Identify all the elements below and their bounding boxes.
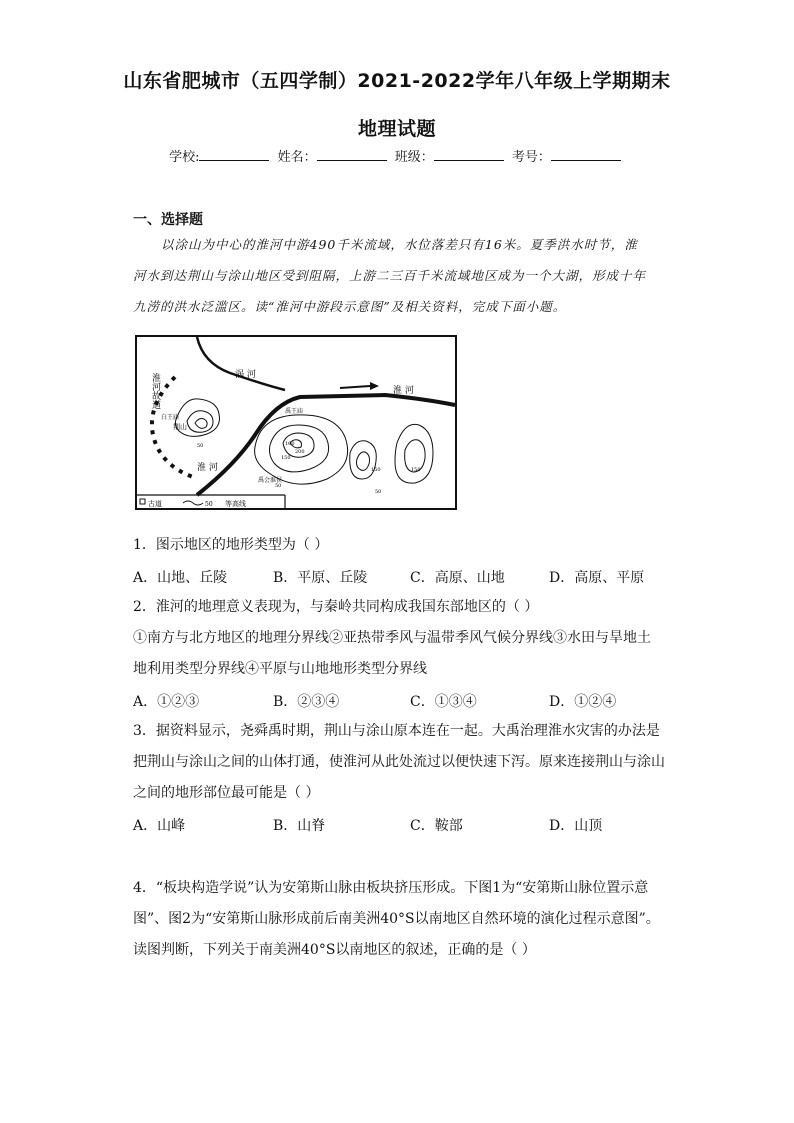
contour-value: 100 xyxy=(285,441,295,447)
q3-option-a[interactable]: A．山峰 xyxy=(133,818,186,834)
q1-option-a[interactable]: A．山地、丘陵 xyxy=(133,570,228,586)
student-info-line xyxy=(0,146,794,165)
page-subtitle: 地理试题 xyxy=(357,118,436,140)
q1-options xyxy=(133,561,668,592)
school-label: 学校: xyxy=(169,150,200,165)
school-blank xyxy=(199,146,269,161)
q2-line-2: ①南方与北方地区的地理分界线②亚热带季风与温带季风气候分界线③水田与旱地土 xyxy=(133,630,651,646)
label-huai-river-bottom: 淮 河 xyxy=(197,463,218,473)
label-baiwang-temple: 白王庙 xyxy=(161,414,180,421)
contour-value: 150 xyxy=(371,467,381,473)
q3-option-c[interactable]: C．鞍部 xyxy=(410,818,463,834)
contour-value: 150 xyxy=(281,455,291,461)
q1-option-c[interactable]: C．高原、山地 xyxy=(410,570,505,586)
section-heading: 一、选择题 xyxy=(133,212,203,228)
contour-value: 200 xyxy=(295,449,305,455)
class-blank xyxy=(434,146,504,161)
q1-option-d[interactable]: D．高原、平原 xyxy=(549,570,645,586)
q1-option-b[interactable]: B．平原、丘陵 xyxy=(273,570,368,586)
name-blank xyxy=(317,146,387,161)
class-label: 班级： xyxy=(394,150,434,165)
q2-option-d[interactable]: D．①②④ xyxy=(549,694,617,710)
q4-line-1: 4．“板块构造学说”认为安第斯山脉由板块挤压形成。下图1为“安第斯山脉位置示意 xyxy=(133,880,649,896)
q3-option-b[interactable]: B．山脊 xyxy=(273,818,326,834)
contour-value: 50 xyxy=(375,489,382,495)
passage-line-2: 河水到达荆山与涂山地区受到阻隔，上游二三百千米流域地区成为一个大湖，形成十年 xyxy=(133,268,647,283)
q2-option-b[interactable]: B．②③④ xyxy=(273,694,340,710)
q3-line-1: 3．据资料显示，尧舜禹时期，荆山与涂山原本连在一起。大禹治理淮水灾害的办法是 xyxy=(133,723,660,739)
q2-options xyxy=(133,685,668,716)
passage-line-3: 九涝的洪水泛滥区。读“淮河中游段示意图”及相关资料，完成下面小题。 xyxy=(133,299,567,314)
legend-contour-label: 等高线 xyxy=(225,500,246,508)
label-guo-river: 涡 河 xyxy=(235,370,256,380)
q3-line-2: 把荆山与涂山之间的山体打通，使淮河从此处流过以便快速下泻。原来连接荆山与涂山 xyxy=(133,754,665,770)
label-huai-river-top: 淮 河 xyxy=(393,386,414,396)
label-jingshan: 荆山 xyxy=(173,423,187,431)
legend-old-course-label: 古道 xyxy=(148,500,162,508)
q3-line-3: 之间的地形部位最可能是（ ） xyxy=(133,785,320,801)
contour-value: 50 xyxy=(197,443,204,449)
q2-line-3: 地利用类型分界线④平原与山地地形类型分界线 xyxy=(133,661,427,677)
huai-river-map xyxy=(135,335,457,510)
contour-value: 50 xyxy=(275,483,282,489)
q3-option-d[interactable]: D．山顶 xyxy=(549,818,603,834)
name-label: 姓名： xyxy=(277,150,317,165)
q2-option-c[interactable]: C．①③④ xyxy=(410,694,477,710)
page-title: 山东省肥城市（五四学制）2021-2022学年八年级上学期期末 xyxy=(123,70,671,92)
exam-no-label: 考号： xyxy=(511,150,551,165)
q4-line-3: 读图判断，下列关于南美洲40°S以南地区的叙述，正确的是（ ） xyxy=(133,942,536,958)
label-yuwang-temple: 禹王庙 xyxy=(285,408,304,415)
exam-no-blank xyxy=(551,146,621,161)
legend-contour-value: 50 xyxy=(205,501,213,508)
label-old-course: 淮河故道 xyxy=(150,373,160,409)
q2-stem: 2．淮河的地理意义表现为，与秦岭共同构成我国东部地区的（ ） xyxy=(133,599,539,615)
contour-value: 150 xyxy=(411,467,421,473)
q4-line-2: 图”、图2为“安第斯山脉形成前后南美洲40°S以南地区自然环境的演化过程示意图”。 xyxy=(133,911,660,927)
q1-stem: 1．图示地区的地形类型为（ ） xyxy=(133,537,329,553)
passage-line-1: 以涂山为中心的淮河中游490千米流域，水位落差只有16米。夏季洪水时节，淮 xyxy=(161,237,638,252)
q2-option-a[interactable]: A．①②③ xyxy=(133,694,200,710)
q3-options xyxy=(133,809,668,840)
label-ruhuiqin: 禹会淮侯 xyxy=(258,477,283,484)
